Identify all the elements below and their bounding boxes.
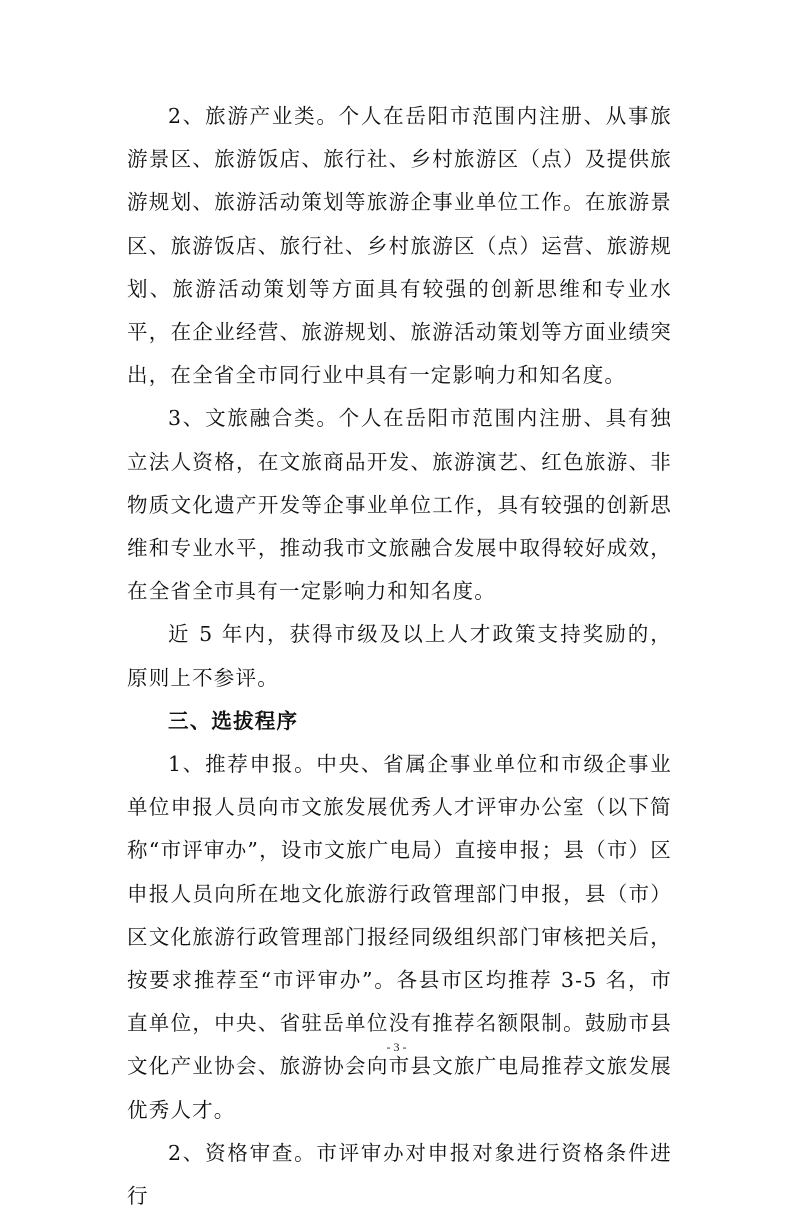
paragraph-qualification-review: 2、资格审查。市评审办对申报对象进行资格条件进行 [127, 1140, 672, 1209]
paragraph-culture-tourism-fusion: 3、文旅融合类。个人在岳阳市范围内注册、具有独立法人资格，在文旅商品开发、旅游演艺、红色旅游、非物质文化遗产开发等企事业单位工作，具有较强的创新思维和专业水平，推动我市文旅融合发展中取得较好成效，在全省全市具有一定影响力和知名度。 [127, 406, 672, 604]
page-number: - 3 - [386, 1040, 407, 1054]
section-heading-selection-procedure: 三、选拔程序 [168, 708, 299, 733]
paragraph-tourism-industry: 2、旅游产业类。个人在岳阳市范围内注册、从事旅游景区、旅游饭店、旅行社、乡村旅游区（点）及提供旅游规划、旅游活动策划等旅游企事业单位工作。在旅游景区、旅游饭店、旅行社、乡村旅游区（点）运营、旅游规划、旅游活动策划等方面具有较强的创新思维和专业水平，在企业经营、旅游规划、旅游活动策划等方面业绩突出，在全省全市同行业中具有一定影响力和知名度。 [127, 104, 672, 388]
paragraph-exclusion-rule: 近 5 年内，获得市级及以上人才政策支持奖励的，原则上不参评。 [127, 622, 672, 690]
paragraph-recommend-apply: 1、推荐申报。中央、省属企事业单位和市级企事业单位申报人员向市文旅发展优秀人才评审办公室（以下简称“市评审办”，设市文旅广电局）直接申报；县（市）区申报人员向所在地文化旅游行政管理部门申报，县（市）区文化旅游行政管理部门报经同级组织部门审核把关后，按要求推荐至“市评审办”。各县市区均推荐 3-5 名，市直单位，中央、省驻岳单位没有推荐名额限制。鼓励市县文化产业协会、旅游协会向市县文旅广电局推荐文旅发展优秀人才。 [127, 752, 672, 1122]
